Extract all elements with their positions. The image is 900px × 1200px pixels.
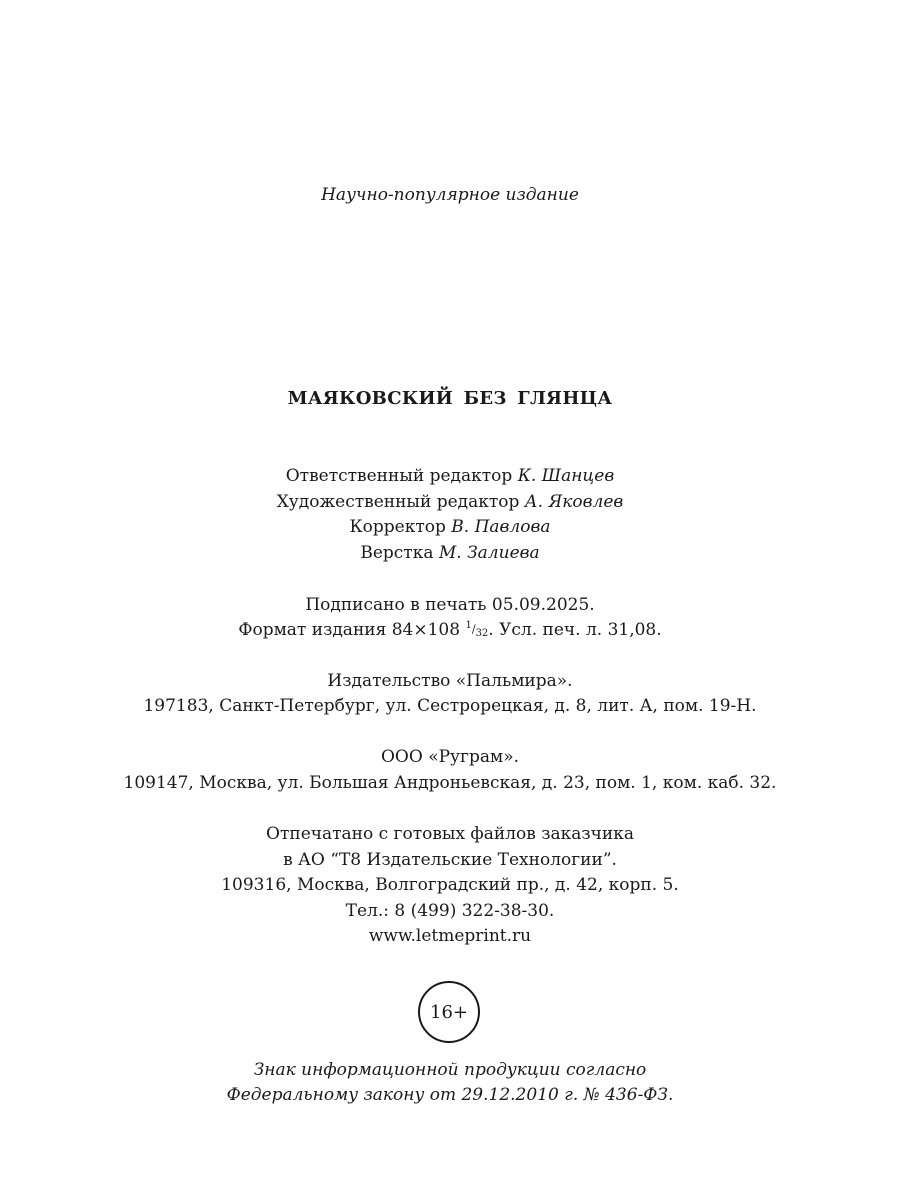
age-rating-text: 16+ [430,1001,468,1023]
printer-line-1: Отпечатано с готовых файлов заказчика [266,824,634,844]
credit-name: М. Залиева [438,543,540,563]
credit-name: А. Яковлев [524,492,624,512]
printer-line-2: в АО “Т8 Издательские Технологии”. [283,850,617,870]
book-title: МАЯКОВСКИЙ БЕЗ ГЛЯНЦА [287,388,613,409]
credit-art-editor [0,490,900,515]
edition-format [0,618,900,643]
credit-proofreader [0,515,900,540]
fraction-denominator: 32 [475,628,489,640]
credit-name: В. Павлова [451,517,551,537]
edition-type: Научно-популярное издание [321,185,579,205]
printer-address: 109316, Москва, Волгоградский пр., д. 42, корп. 5. [221,875,679,895]
distributor-name: ООО «Руграм». [380,747,519,767]
format-prefix: Формат издания 84×108 [238,620,461,640]
age-rating-badge [418,981,480,1043]
format-suffix: . Усл. печ. л. 31,08. [488,620,662,640]
credit-executive-editor [0,464,900,489]
credit-role: Корректор [349,517,446,537]
credit-layout [0,541,900,566]
publisher-address: 197183, Санкт-Петербург, ул. Сестрорецкая, д. 8, лит. А, пом. 19-Н. [143,696,757,716]
publisher-name: Издательство «Пальмира». [327,671,573,691]
law-notice-line-1: Знак информационной продукции согласно [253,1060,647,1080]
signed-to-print: Подписано в печать 05.09.2025. [305,595,595,615]
law-notice-line-2: Федеральному закону от 29.12.2010 г. № 436-ФЗ. [226,1085,674,1105]
distributor-address: 109147, Москва, ул. Большая Андроньевская, д. 23, пом. 1, ком. каб. 32. [123,773,777,793]
printer-website: www.letmeprint.ru [368,926,532,946]
credit-role: Ответственный редактор [285,466,513,486]
credit-name: К. Шанцев [517,466,615,486]
credit-role: Художественный редактор [276,492,520,512]
printer-phone: Тел.: 8 (499) 322-38-30. [345,901,555,921]
format-fraction: $^1/_{32}$ [465,620,489,640]
fraction-numerator: 1 [465,620,472,632]
credit-role: Верстка [360,543,434,563]
